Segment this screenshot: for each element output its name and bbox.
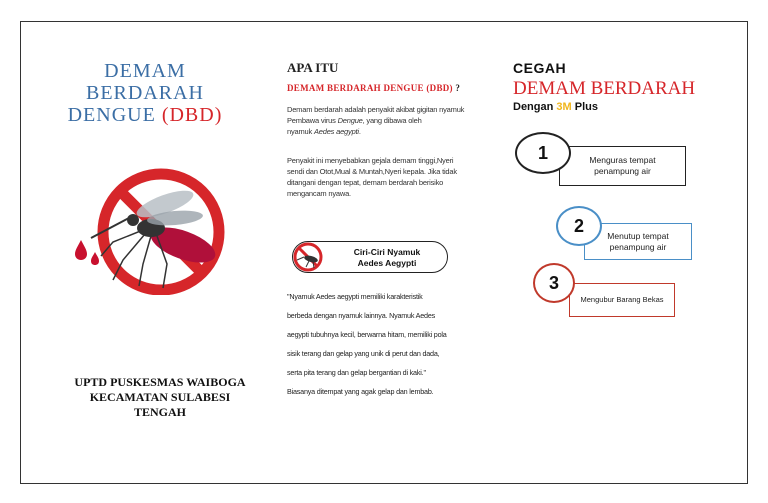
paragraph-symptoms — [287, 155, 487, 199]
organization-name — [60, 375, 260, 420]
quote-line6: Biasanya ditempat yang agak gelap dan lembab. — [287, 387, 434, 396]
para1-line2-a: Pembawa virus — [287, 116, 338, 125]
section-subheading-dbd — [287, 83, 460, 93]
step-3-number: 3 — [533, 263, 575, 303]
page-title-line2 — [45, 104, 245, 126]
subheading-dbd-text: DEMAM BERDARAH DENGUE (DBD) — [287, 83, 453, 93]
para1-line2 — [287, 115, 487, 126]
step-2-line1: Menutup tempat — [607, 231, 669, 241]
org-line2: KECAMATAN SULABESI — [89, 390, 231, 404]
step-3-box — [569, 283, 675, 317]
para1-line3 — [287, 126, 487, 137]
no-mosquito-icon — [63, 160, 243, 295]
step-1-box — [559, 146, 686, 186]
para1-line3-a: nyamuk — [287, 127, 314, 136]
characteristics-pill — [292, 241, 448, 273]
no-mosquito-small-icon — [291, 240, 325, 274]
para1-line2-c: , yang dibawa oleh — [362, 116, 422, 125]
quote-line5: serta pita terang dan gelap bergantian di kaki." — [287, 368, 426, 377]
para1-line2-b: Dengue — [337, 116, 363, 125]
step-1-line1: Menguras tempat — [589, 155, 656, 165]
para1-line3-b: Aedes aegypti — [313, 127, 359, 136]
quote-line4: sisik terang dan gelap yang unik di perut dan dada, — [287, 349, 440, 358]
step-1-line2: penampung air — [594, 166, 651, 176]
dengan-3m: 3M — [556, 101, 572, 113]
paragraph-definition — [287, 104, 487, 137]
pill-line2: Aedes Aegypti — [357, 258, 417, 268]
section-heading-apa-itu: APA ITU — [287, 60, 339, 75]
quote-line1: "Nyamuk Aedes aegypti memiliki karakteristik — [287, 292, 423, 301]
para2-line2: sendi dan Otot,Mual & Muntah,Nyeri kepala. Jika tidak — [287, 167, 457, 176]
left-title-block — [45, 60, 245, 126]
para1-line1: Demam berdarah adalah penyakit akibat gigitan nyamuk — [287, 105, 465, 114]
page-title-dengue: DENGUE — [67, 104, 156, 126]
para2-line4: mengancam nyawa. — [287, 189, 351, 198]
org-line1: UPTD PUSKESMAS WAIBOGA — [74, 375, 246, 389]
pill-line1: Ciri-Ciri Nyamuk — [353, 247, 421, 257]
section-subheading-demam-berdarah: DEMAM BERDARAH — [513, 78, 696, 99]
para2-line1: Penyakit ini menyebabkan gejala demam tinggi,Nyeri — [287, 156, 454, 165]
step-3-line1: Mengubur Barang Bekas — [580, 295, 664, 304]
section-dengan-3m-plus — [513, 101, 598, 113]
quote-line3: aegypti tubuhnya kecil, berwarna hitam, memiliki pola — [287, 330, 447, 339]
section-heading-cegah: CEGAH — [513, 60, 567, 76]
dengan-text: Dengan — [513, 101, 557, 113]
subheading-question-mark: ? — [452, 83, 461, 93]
pill-label — [327, 247, 447, 269]
page-title-line1: DEMAM BERDARAH — [85, 60, 204, 104]
page-title-dbd: (DBD) — [161, 104, 223, 126]
step-2-line2: penampung air — [609, 242, 667, 252]
para1-line3-c: . — [358, 127, 361, 136]
para2-line3: ditangani dengan tepat, demam berdarah berisiko — [287, 178, 444, 187]
dengan-plus: Plus — [571, 101, 598, 113]
org-line3: TENGAH — [133, 405, 186, 419]
quote-line2: berbeda dengan nyamuk lainnya. Nyamuk Aedes — [287, 311, 436, 320]
step-1-number: 1 — [515, 132, 571, 174]
step-2-number: 2 — [556, 206, 602, 246]
quote-characteristics — [287, 287, 492, 401]
